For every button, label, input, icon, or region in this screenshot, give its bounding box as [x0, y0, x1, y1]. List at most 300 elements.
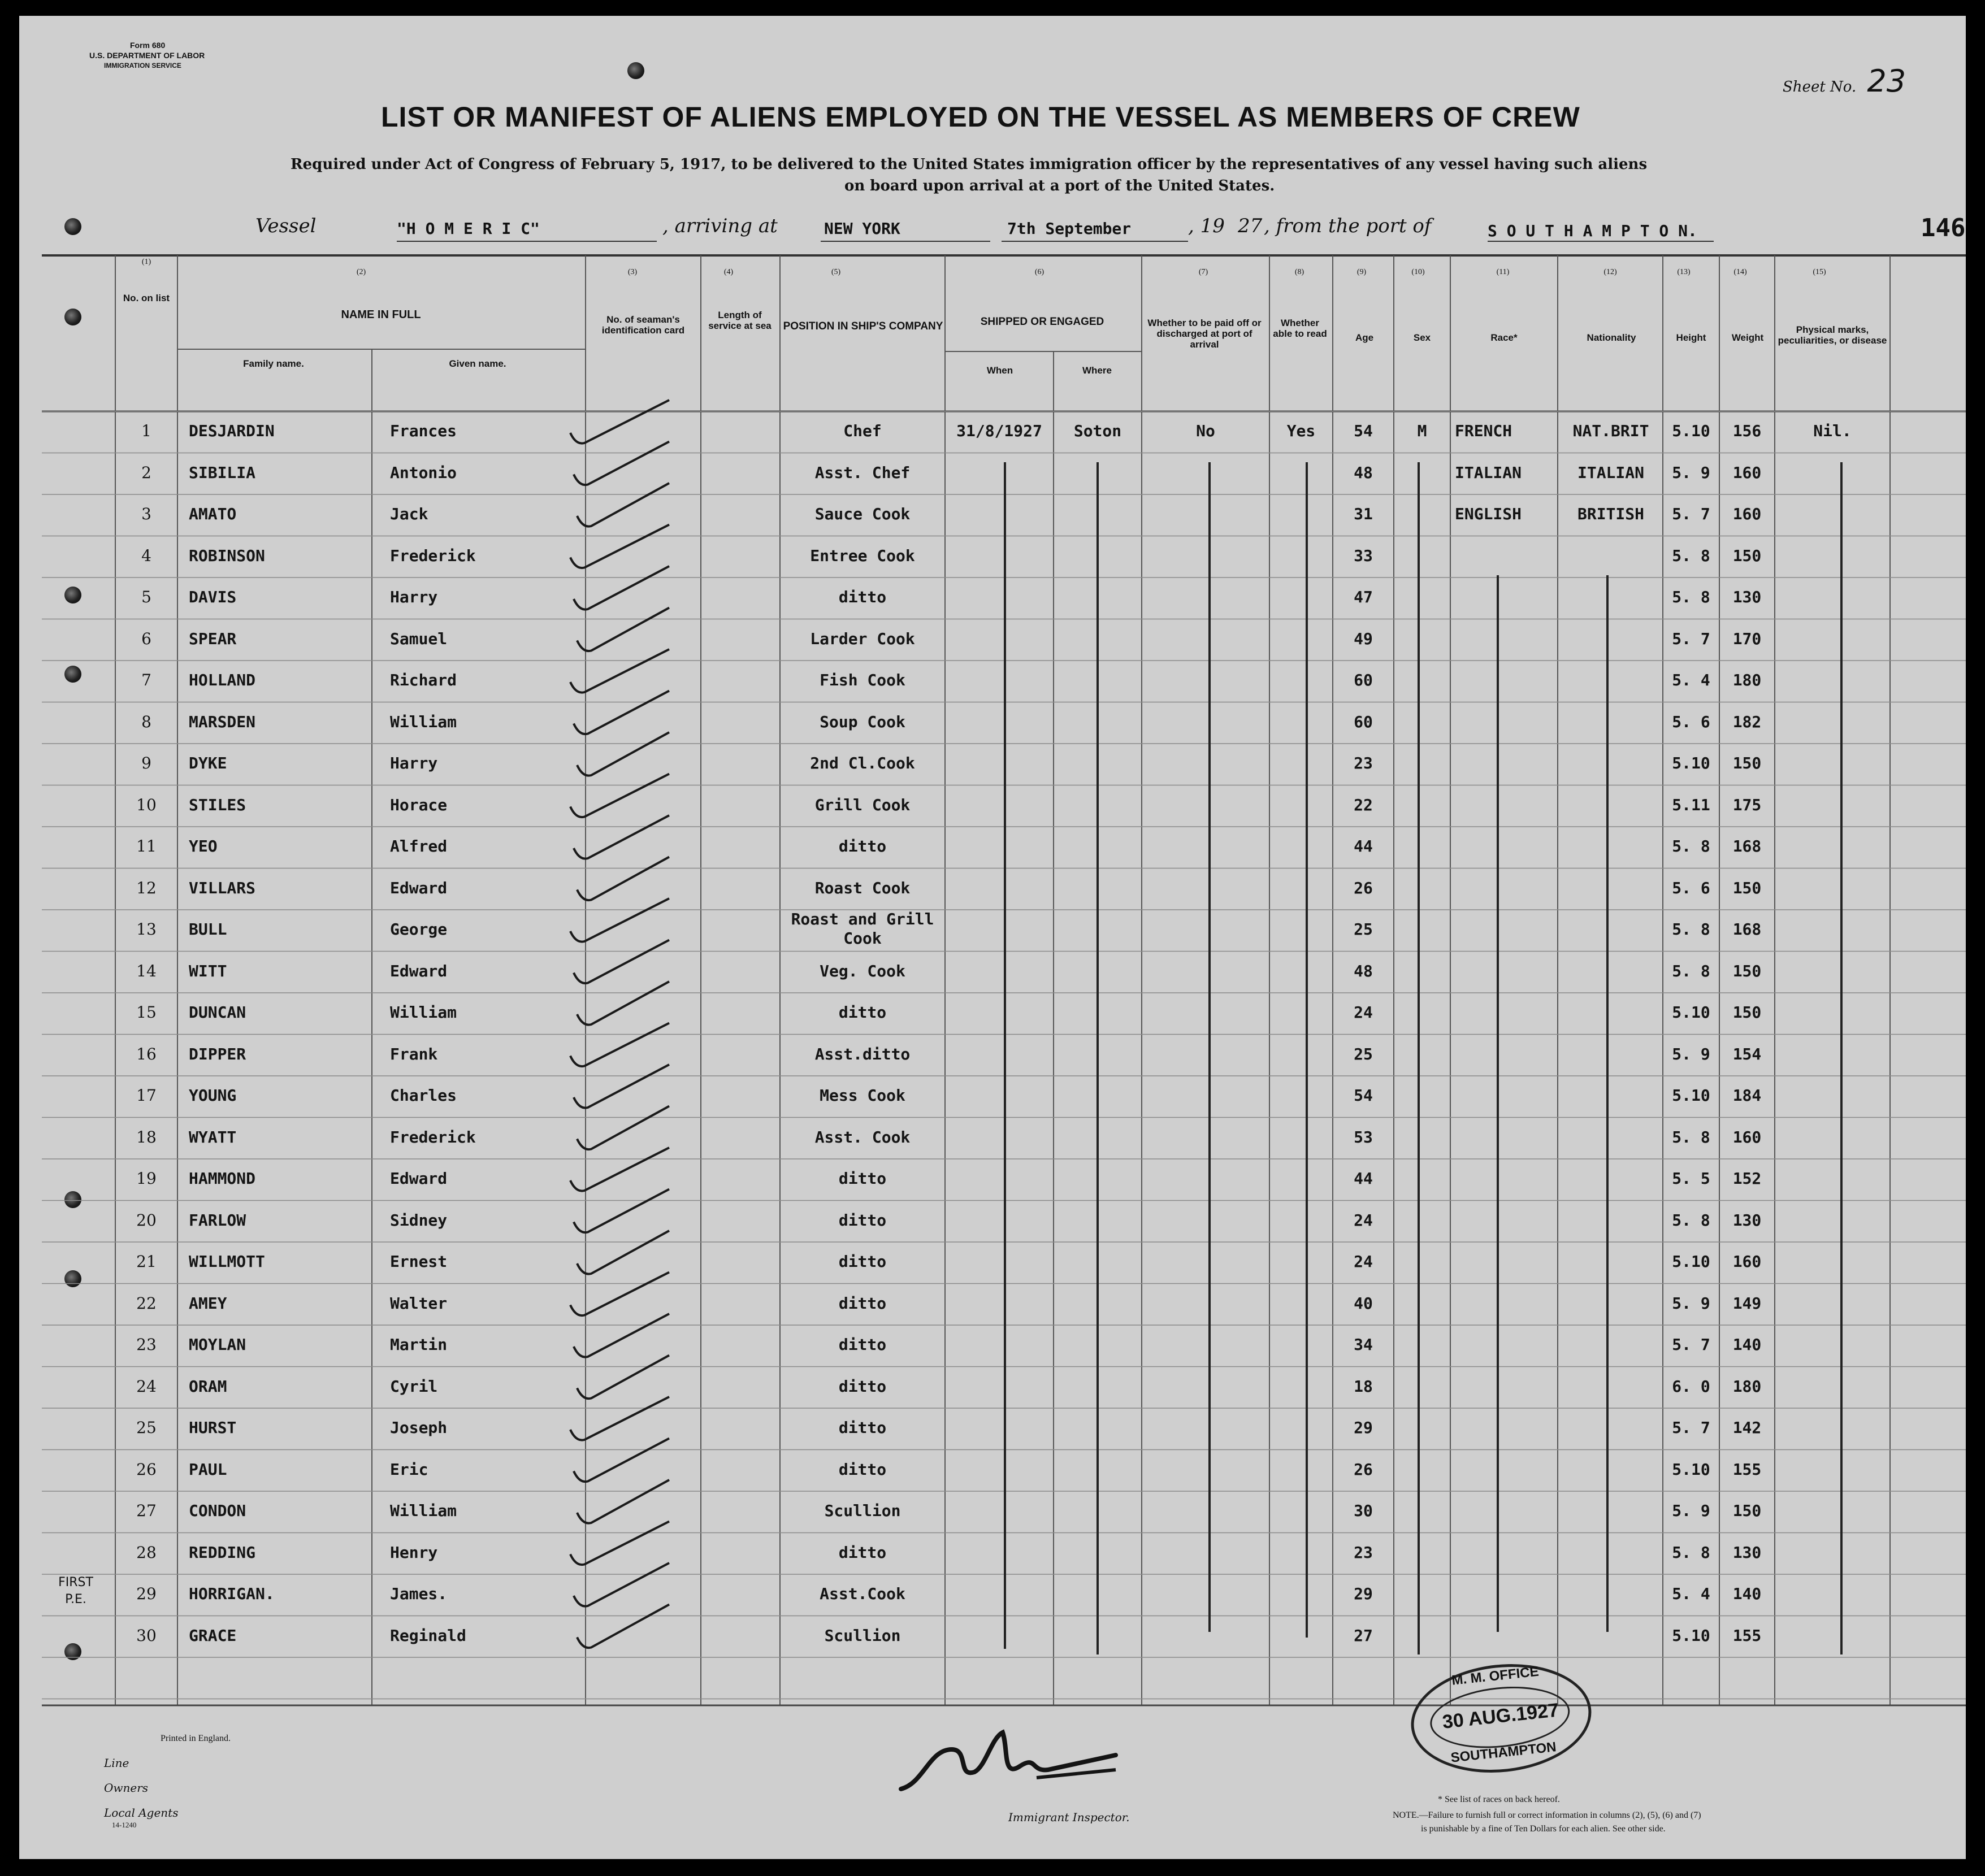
cell-weight: 184: [1732, 1086, 1762, 1105]
cell-weight: 130: [1732, 588, 1762, 606]
cell-given: Harry: [390, 588, 438, 606]
cell-family: PAUL: [189, 1460, 227, 1479]
cell-age: 24: [1354, 1252, 1373, 1271]
header-weight: Weight: [1731, 332, 1764, 343]
cell-height: 5. 8: [1672, 920, 1710, 939]
cell-given: Jack: [390, 505, 428, 523]
cell-position: Soup Cook: [820, 712, 905, 731]
cell-no: 16: [136, 1044, 157, 1063]
check-mark: [577, 1106, 669, 1150]
cell-weight: 175: [1732, 795, 1762, 814]
cell-no: 19: [136, 1169, 157, 1188]
printed-in-england: Printed in England.: [161, 1734, 231, 1743]
header-age: Age: [1355, 332, 1374, 343]
stamp-date: 30 AUG.1927: [1441, 1699, 1560, 1733]
cell-no: 2: [141, 463, 151, 482]
check-mark: [577, 483, 669, 527]
cell-no: 6: [141, 629, 151, 648]
cell-family: GRACE: [189, 1626, 237, 1645]
penalty-note-1: NOTE.—Failure to furnish full or correct information in columns (2), (5), (6) and (7): [1393, 1810, 1701, 1820]
col-number-6: (6): [1034, 268, 1044, 276]
cell-position: Scullion: [824, 1501, 901, 1520]
cell-position: ditto: [838, 1003, 887, 1022]
cell-position: Asst. Chef: [814, 463, 911, 482]
cell-given: Horace: [390, 795, 448, 814]
cell-no: 12: [136, 878, 157, 897]
cell-given: Alfred: [390, 837, 448, 856]
departure-port: S O U T H A M P T O N.: [1488, 222, 1697, 240]
cell-weight: 152: [1732, 1169, 1762, 1188]
cell-age: 31: [1354, 505, 1373, 523]
cell-weight: 150: [1732, 754, 1762, 772]
cell-age: 33: [1354, 546, 1373, 565]
cell-age: 60: [1354, 712, 1373, 731]
cell-position: Asst.Cook: [820, 1584, 905, 1603]
cell-given: Frances: [390, 422, 457, 440]
cell-race: FRENCH: [1455, 422, 1512, 440]
cell-age: 53: [1354, 1127, 1373, 1147]
cell-family: HORRIGAN.: [189, 1584, 275, 1603]
cell-paid: No: [1196, 422, 1215, 440]
cell-no: 20: [136, 1210, 157, 1230]
cell-given: Frederick: [390, 1127, 476, 1147]
cell-age: 23: [1354, 1543, 1373, 1562]
cell-age: 48: [1354, 961, 1373, 980]
from-port-label: , from the port of: [1264, 215, 1432, 237]
cell-nationality: NAT.BRIT: [1572, 422, 1649, 440]
cell-position: ditto: [838, 1169, 887, 1188]
cell-weight: 170: [1732, 629, 1762, 648]
form-number: Form 680: [130, 41, 166, 50]
cell-height: 5. 8: [1672, 588, 1710, 606]
cell-height: 5. 8: [1672, 837, 1710, 856]
cell-weight: 168: [1732, 920, 1762, 939]
cell-age: 40: [1354, 1293, 1373, 1313]
cell-height: 5. 7: [1672, 1418, 1710, 1437]
cell-family: VILLARS: [189, 878, 256, 897]
department-name: U.S. DEPARTMENT OF LABOR: [89, 51, 205, 60]
cell-weight: 155: [1732, 1460, 1762, 1479]
cell-family: SIBILIA: [189, 463, 256, 482]
check-mark: [577, 1356, 669, 1399]
cell-weight: 140: [1732, 1584, 1762, 1603]
cell-position: Sauce Cook: [814, 505, 911, 523]
cell-family: AMATO: [189, 505, 237, 523]
cell-age: 26: [1354, 878, 1373, 897]
inspector-signature: [890, 1716, 1127, 1800]
cell-height: 5. 9: [1672, 1501, 1710, 1520]
cell-height: 5.10: [1672, 754, 1710, 772]
cell-age: 24: [1354, 1210, 1373, 1230]
cell-no: 23: [136, 1335, 157, 1354]
cell-position: Fish Cook: [820, 671, 905, 689]
header-length-service: Length of service at sea: [708, 310, 772, 331]
cell-when: 31/8/1927: [956, 422, 1042, 440]
cell-no: 13: [136, 920, 157, 939]
cell-no: 21: [136, 1252, 157, 1271]
header-paid-off: Whether to be paid off or discharged at port of arrival: [1147, 318, 1262, 350]
col-number-8: (8): [1294, 268, 1304, 276]
cell-position: Roast and Grill Cook: [791, 910, 934, 948]
sheet-label: Sheet No.: [1783, 79, 1857, 95]
arrival-port: NEW YORK: [824, 219, 900, 238]
cell-position: 2nd Cl.Cook: [810, 754, 915, 772]
cell-given: Samuel: [390, 629, 448, 648]
cell-height: 5.10: [1672, 1086, 1710, 1105]
cell-age: 44: [1354, 837, 1373, 856]
vessel-name: "H O M E R I C": [397, 219, 540, 238]
margin-note-line-2: P.E.: [65, 1592, 86, 1606]
cell-no: 17: [136, 1086, 157, 1105]
cell-weight: 142: [1732, 1418, 1762, 1437]
cell-given: Edward: [390, 1169, 448, 1188]
cell-height: 5. 6: [1672, 878, 1710, 897]
header-name-in-full: NAME IN FULL: [341, 309, 421, 321]
check-mark: [574, 940, 669, 984]
cell-position: Mess Cook: [820, 1086, 905, 1105]
cell-no: 28: [136, 1543, 157, 1562]
cell-age: 48: [1354, 463, 1373, 482]
cell-read: Yes: [1286, 422, 1316, 440]
col-number-9: (9): [1356, 268, 1367, 276]
cell-position: ditto: [838, 837, 887, 856]
cell-family: YEO: [189, 837, 218, 856]
cell-age: 30: [1354, 1501, 1373, 1520]
col-number-12: (12): [1603, 268, 1617, 276]
cell-height: 5. 4: [1672, 1584, 1710, 1603]
cell-given: William: [390, 1501, 457, 1520]
cell-height: 5.10: [1672, 422, 1710, 440]
cell-given: Reginald: [390, 1626, 466, 1645]
header-race: Race*: [1490, 332, 1518, 343]
cell-height: 5. 8: [1672, 1210, 1710, 1230]
year-prefix: , 19: [1188, 215, 1225, 237]
cell-family: DESJARDIN: [189, 422, 275, 440]
check-mark: [577, 857, 669, 901]
cell-no: 8: [141, 712, 151, 731]
check-mark: [577, 732, 669, 776]
cell-age: 29: [1354, 1418, 1373, 1437]
footer-form-code: 14-1240: [112, 1821, 137, 1829]
race-note: * See list of races on back hereof.: [1438, 1795, 1560, 1804]
cell-age: 23: [1354, 754, 1373, 772]
cell-family: AMEY: [189, 1293, 227, 1313]
header-family-name: Family name.: [243, 358, 304, 369]
penalty-note-2: is punishable by a fine of Ten Dollars for each alien. See other side.: [1421, 1824, 1666, 1834]
cell-no: 30: [136, 1626, 157, 1645]
cell-weight: 130: [1732, 1543, 1762, 1562]
cell-family: HURST: [189, 1418, 237, 1437]
cell-height: 5. 9: [1672, 1293, 1710, 1313]
cell-given: Antonio: [390, 463, 457, 482]
cell-no: 1: [141, 422, 151, 440]
cell-position: ditto: [838, 1293, 887, 1313]
vessel-label: Vessel: [255, 215, 317, 237]
cell-no: 18: [136, 1127, 157, 1147]
check-mark: [574, 691, 669, 735]
cell-weight: 140: [1732, 1335, 1762, 1354]
header-no-on-list: No. on list: [123, 293, 170, 303]
cell-given: James.: [390, 1584, 448, 1603]
cell-height: 5. 7: [1672, 1335, 1710, 1354]
cell-family: SPEAR: [189, 629, 237, 648]
col-number-10: (10): [1411, 268, 1425, 276]
cell-given: William: [390, 1003, 457, 1022]
stamp-bottom-text: SOUTHAMPTON: [1450, 1739, 1557, 1766]
cell-no: 25: [136, 1418, 157, 1437]
header-where: Where: [1082, 365, 1112, 376]
cell-given: Frank: [390, 1044, 438, 1063]
check-mark: [574, 1065, 669, 1108]
cell-position: Asst.ditto: [814, 1044, 911, 1063]
arrival-date: 7th September: [1007, 219, 1132, 238]
col-number-7: (7): [1198, 268, 1208, 276]
col-number-1: (1): [141, 258, 151, 266]
cell-position: ditto: [838, 1376, 887, 1396]
cell-weight: 150: [1732, 1501, 1762, 1520]
header-able-read: Whether able to read: [1273, 318, 1327, 339]
cell-weight: 160: [1732, 463, 1762, 482]
cell-given: George: [390, 920, 448, 939]
header-sex: Sex: [1413, 332, 1431, 343]
cell-weight: 160: [1732, 1252, 1762, 1271]
col-number-5: (5): [831, 268, 841, 276]
check-mark: [577, 1605, 669, 1648]
cell-position: ditto: [838, 588, 887, 606]
cell-height: 5. 4: [1672, 671, 1710, 689]
cell-height: 5.11: [1672, 795, 1710, 814]
check-mark: [577, 1480, 669, 1523]
check-mark: [574, 566, 669, 610]
cell-age: 34: [1354, 1335, 1373, 1354]
cell-age: 29: [1354, 1584, 1373, 1603]
cell-given: Cyril: [390, 1376, 438, 1396]
cell-weight: 182: [1732, 712, 1762, 731]
cell-given: Walter: [390, 1293, 448, 1313]
year-suffix: 27: [1238, 215, 1263, 237]
footer-agents-label: Local Agents: [104, 1806, 179, 1819]
check-mark: [574, 1439, 669, 1482]
cell-family: DYKE: [189, 754, 227, 772]
cell-age: 18: [1354, 1376, 1373, 1396]
cell-no: 11: [136, 837, 157, 856]
header-position: POSITION IN SHIP'S COMPANY: [783, 320, 943, 332]
cell-height: 5. 7: [1672, 505, 1710, 523]
cell-where: Soton: [1073, 422, 1122, 440]
cell-no: 5: [141, 588, 151, 606]
margin-note-line-1: FIRST: [58, 1575, 93, 1590]
cell-race: ENGLISH: [1455, 505, 1522, 523]
cell-no: 4: [141, 546, 151, 565]
margin-note: [47, 1574, 104, 1608]
header-physical-marks: Physical marks, peculiarities, or disease: [1778, 324, 1887, 346]
cell-given: Ernest: [390, 1252, 448, 1271]
cell-weight: 180: [1732, 1376, 1762, 1396]
cell-given: Frederick: [390, 546, 476, 565]
cell-no: 24: [136, 1376, 157, 1396]
cell-weight: 150: [1732, 1003, 1762, 1022]
cell-age: 54: [1354, 1086, 1373, 1105]
cell-marks: Nil.: [1813, 422, 1852, 440]
check-mark: [577, 982, 669, 1025]
cell-family: MOYLAN: [189, 1335, 246, 1354]
cell-position: Roast Cook: [814, 878, 911, 897]
cell-weight: 168: [1732, 837, 1762, 856]
cell-family: MARSDEN: [189, 712, 256, 731]
cell-family: DIPPER: [189, 1044, 246, 1063]
cell-position: Chef: [843, 422, 882, 440]
cell-no: 22: [136, 1293, 157, 1313]
header-given-name: Given name.: [449, 358, 506, 369]
col-number-2: (2): [356, 268, 366, 276]
cell-height: 5.10: [1672, 1626, 1710, 1645]
header-shipped-engaged: SHIPPED OR ENGAGED: [980, 316, 1104, 328]
cell-age: 22: [1354, 795, 1373, 814]
cell-height: 5.10: [1672, 1460, 1710, 1479]
cell-position: Asst. Cook: [814, 1127, 911, 1147]
cell-family: YOUNG: [189, 1086, 237, 1105]
cell-family: DUNCAN: [189, 1003, 246, 1022]
stamp-top-text: M. M. OFFICE: [1451, 1664, 1540, 1688]
cell-height: 5. 9: [1672, 463, 1710, 482]
cell-age: 24: [1354, 1003, 1373, 1022]
cell-age: 25: [1354, 1044, 1373, 1063]
cell-height: 5. 8: [1672, 961, 1710, 980]
cell-weight: 150: [1732, 878, 1762, 897]
cell-given: Edward: [390, 878, 448, 897]
cell-no: 3: [141, 505, 151, 523]
service-name: IMMIGRATION SERVICE: [104, 62, 181, 70]
cell-sex: M: [1417, 422, 1427, 440]
manifest-page: [19, 16, 1966, 1859]
cell-no: 9: [141, 754, 151, 772]
cell-family: WITT: [189, 961, 227, 980]
cell-height: 5. 8: [1672, 1543, 1710, 1562]
cell-age: 25: [1354, 920, 1373, 939]
cell-age: 60: [1354, 671, 1373, 689]
cell-race: ITALIAN: [1455, 463, 1522, 482]
check-mark: [574, 442, 669, 485]
cell-family: WILLMOTT: [189, 1252, 265, 1271]
cell-weight: 150: [1732, 546, 1762, 565]
cell-no: 26: [136, 1460, 157, 1479]
cell-position: Larder Cook: [810, 629, 915, 648]
form-subtitle-1: Required under Act of Congress of February 5, 1917, to be delivered to the United States immigration officer by the representatives of any vessel having such aliens: [291, 156, 1648, 173]
check-mark: [574, 1314, 669, 1357]
cell-weight: 154: [1732, 1044, 1762, 1063]
cell-given: Richard: [390, 671, 457, 689]
cell-given: Eric: [390, 1460, 428, 1479]
cell-weight: 155: [1732, 1626, 1762, 1645]
cell-family: HAMMOND: [189, 1169, 256, 1188]
cell-given: Harry: [390, 754, 438, 772]
check-mark: [574, 1189, 669, 1233]
header-when: When: [986, 365, 1013, 376]
cell-given: Charles: [390, 1086, 457, 1105]
cell-position: Grill Cook: [814, 795, 911, 814]
cell-no: 15: [136, 1003, 157, 1022]
cell-position: ditto: [838, 1210, 887, 1230]
cell-no: 14: [136, 961, 157, 980]
cell-family: ORAM: [189, 1376, 227, 1396]
cell-height: 5.10: [1672, 1003, 1710, 1022]
check-mark: [577, 608, 669, 652]
cell-nationality: BRITISH: [1577, 505, 1644, 523]
cell-position: ditto: [838, 1252, 887, 1271]
cell-position: ditto: [838, 1543, 887, 1562]
cell-no: 7: [141, 671, 151, 689]
cell-position: Entree Cook: [810, 546, 915, 565]
immigrant-inspector-label: Immigrant Inspector.: [1008, 1810, 1130, 1824]
cell-no: 27: [136, 1501, 157, 1520]
cell-family: HOLLAND: [189, 671, 256, 689]
col-number-14: (14): [1733, 268, 1747, 276]
footer-line-label: Line: [104, 1756, 129, 1770]
cell-height: 5. 7: [1672, 629, 1710, 648]
arriving-label: , arriving at: [662, 215, 778, 237]
cell-height: 5.10: [1672, 1252, 1710, 1271]
cell-weight: 180: [1732, 671, 1762, 689]
mm-office-stamp: [1406, 1656, 1597, 1781]
cell-weight: 150: [1732, 961, 1762, 980]
cell-position: ditto: [838, 1335, 887, 1354]
header-height: Height: [1676, 332, 1706, 343]
cell-height: 5. 5: [1672, 1169, 1710, 1188]
cell-family: CONDON: [189, 1501, 246, 1520]
cell-family: ROBINSON: [189, 546, 265, 565]
cell-position: ditto: [838, 1418, 887, 1437]
cell-given: Sidney: [390, 1210, 448, 1230]
cell-family: REDDING: [189, 1543, 256, 1562]
cell-no: 29: [136, 1584, 157, 1603]
cell-height: 6. 0: [1672, 1376, 1710, 1396]
cell-height: 5. 6: [1672, 712, 1710, 731]
form-title: LIST OR MANIFEST OF ALIENS EMPLOYED ON THE VESSEL AS MEMBERS OF CREW: [381, 101, 1580, 133]
cell-family: BULL: [189, 920, 227, 939]
cell-weight: 160: [1732, 1127, 1762, 1147]
col-number-3: (3): [627, 268, 638, 276]
cell-age: 27: [1354, 1626, 1373, 1645]
cell-age: 47: [1354, 588, 1373, 606]
cell-weight: 156: [1732, 422, 1762, 440]
cell-given: Henry: [390, 1543, 438, 1562]
cell-family: STILES: [189, 795, 246, 814]
header-nationality: Nationality: [1587, 332, 1636, 343]
cell-height: 5. 8: [1672, 546, 1710, 565]
cell-no: 10: [136, 795, 157, 814]
header-id-card: No. of seaman's identification card: [601, 314, 685, 336]
check-mark: [577, 1231, 669, 1274]
check-mark: [574, 1563, 669, 1606]
col-number-4: (4): [723, 268, 734, 276]
col-number-13: (13): [1677, 268, 1691, 276]
cell-family: DAVIS: [189, 588, 237, 606]
cell-given: Martin: [390, 1335, 448, 1354]
cell-position: Veg. Cook: [820, 961, 905, 980]
cell-position: ditto: [838, 1460, 887, 1479]
col-number-11: (11): [1496, 268, 1510, 276]
cell-position: Scullion: [824, 1626, 901, 1645]
cell-weight: 149: [1732, 1293, 1762, 1313]
footer-owners-label: Owners: [104, 1781, 149, 1795]
cell-age: 44: [1354, 1169, 1373, 1188]
cell-weight: 130: [1732, 1210, 1762, 1230]
cell-given: Joseph: [390, 1418, 448, 1437]
cell-weight: 160: [1732, 505, 1762, 523]
check-mark: [574, 815, 669, 859]
cell-age: 49: [1354, 629, 1373, 648]
col-number-15: (15): [1813, 268, 1826, 276]
